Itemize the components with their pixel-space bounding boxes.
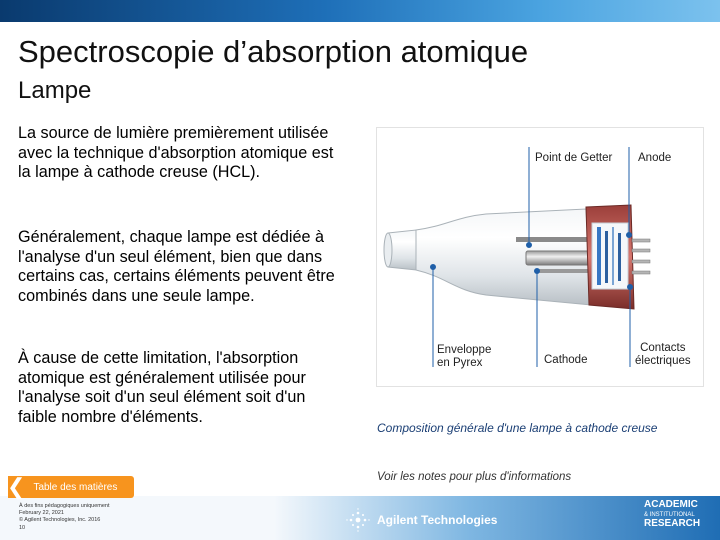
agilent-logo	[345, 507, 497, 533]
notes-reference: Voir les notes pour plus d'informations	[377, 471, 572, 483]
academic-line-3: RESEARCH	[644, 517, 701, 529]
top-gradient-bar	[0, 0, 720, 22]
label-anode: Anode	[638, 152, 672, 164]
footer-line-4: 10	[19, 524, 26, 531]
chevron-left-icon: ❮	[7, 474, 26, 499]
academic-line-1: ACADEMIC	[644, 499, 698, 510]
table-of-contents-button[interactable]	[8, 476, 134, 498]
label-envelope-line1: Enveloppe	[437, 344, 492, 356]
figure-caption: Composition générale d'une lampe à cathode creuse	[377, 421, 658, 435]
label-envelope	[437, 344, 491, 370]
label-contacts-line2: électriques	[635, 355, 691, 367]
body-paragraph-3: À cause de cette limitation, l'absorption atomique est généralement utilisée pour l'analyse soit d'un seul élément soit d'un faible nombre d'éléments.	[18, 349, 306, 426]
page-title: Spectroscopie d’absorption atomique	[18, 34, 529, 69]
footer-line-1: À des fins pédagogiques uniquement	[19, 503, 110, 509]
anode-rod	[516, 237, 591, 242]
academic-research-logo	[644, 500, 700, 529]
agilent-company-name: Agilent Technologies	[377, 513, 498, 527]
label-contacts-line1: Contacts	[640, 342, 686, 354]
footer-line-3: © Agilent Technologies, Inc. 2016	[19, 517, 101, 524]
agilent-spark-icon	[345, 507, 371, 533]
academic-line-2: & INSTITUTIONAL	[644, 511, 695, 518]
label-contacts	[635, 342, 691, 368]
cathode-cup	[526, 251, 591, 265]
cathode-support	[536, 269, 591, 273]
page-subtitle: Lampe	[18, 77, 92, 104]
body-paragraph-2: Généralement, chaque lampe est dédiée à l'analyse d'un seul élément, bien que dans certains cas, certains éléments peuvent être combinés dans une seule lampe.	[18, 228, 335, 305]
electrical-pins	[632, 239, 650, 274]
label-getter-point: Point de Getter	[535, 152, 613, 164]
footer-info	[19, 503, 110, 532]
label-envelope-line2: en Pyrex	[437, 357, 483, 369]
footer-line-2: February 22, 2021	[19, 510, 64, 517]
label-cathode: Cathode	[544, 354, 588, 366]
body-paragraph-1: La source de lumière premièrement utilisée avec la technique d'absorption atomique est la lampe à cathode creuse (HCL).	[18, 124, 334, 181]
toc-button-label: Table des matières	[33, 481, 118, 493]
lamp-window	[384, 230, 416, 270]
